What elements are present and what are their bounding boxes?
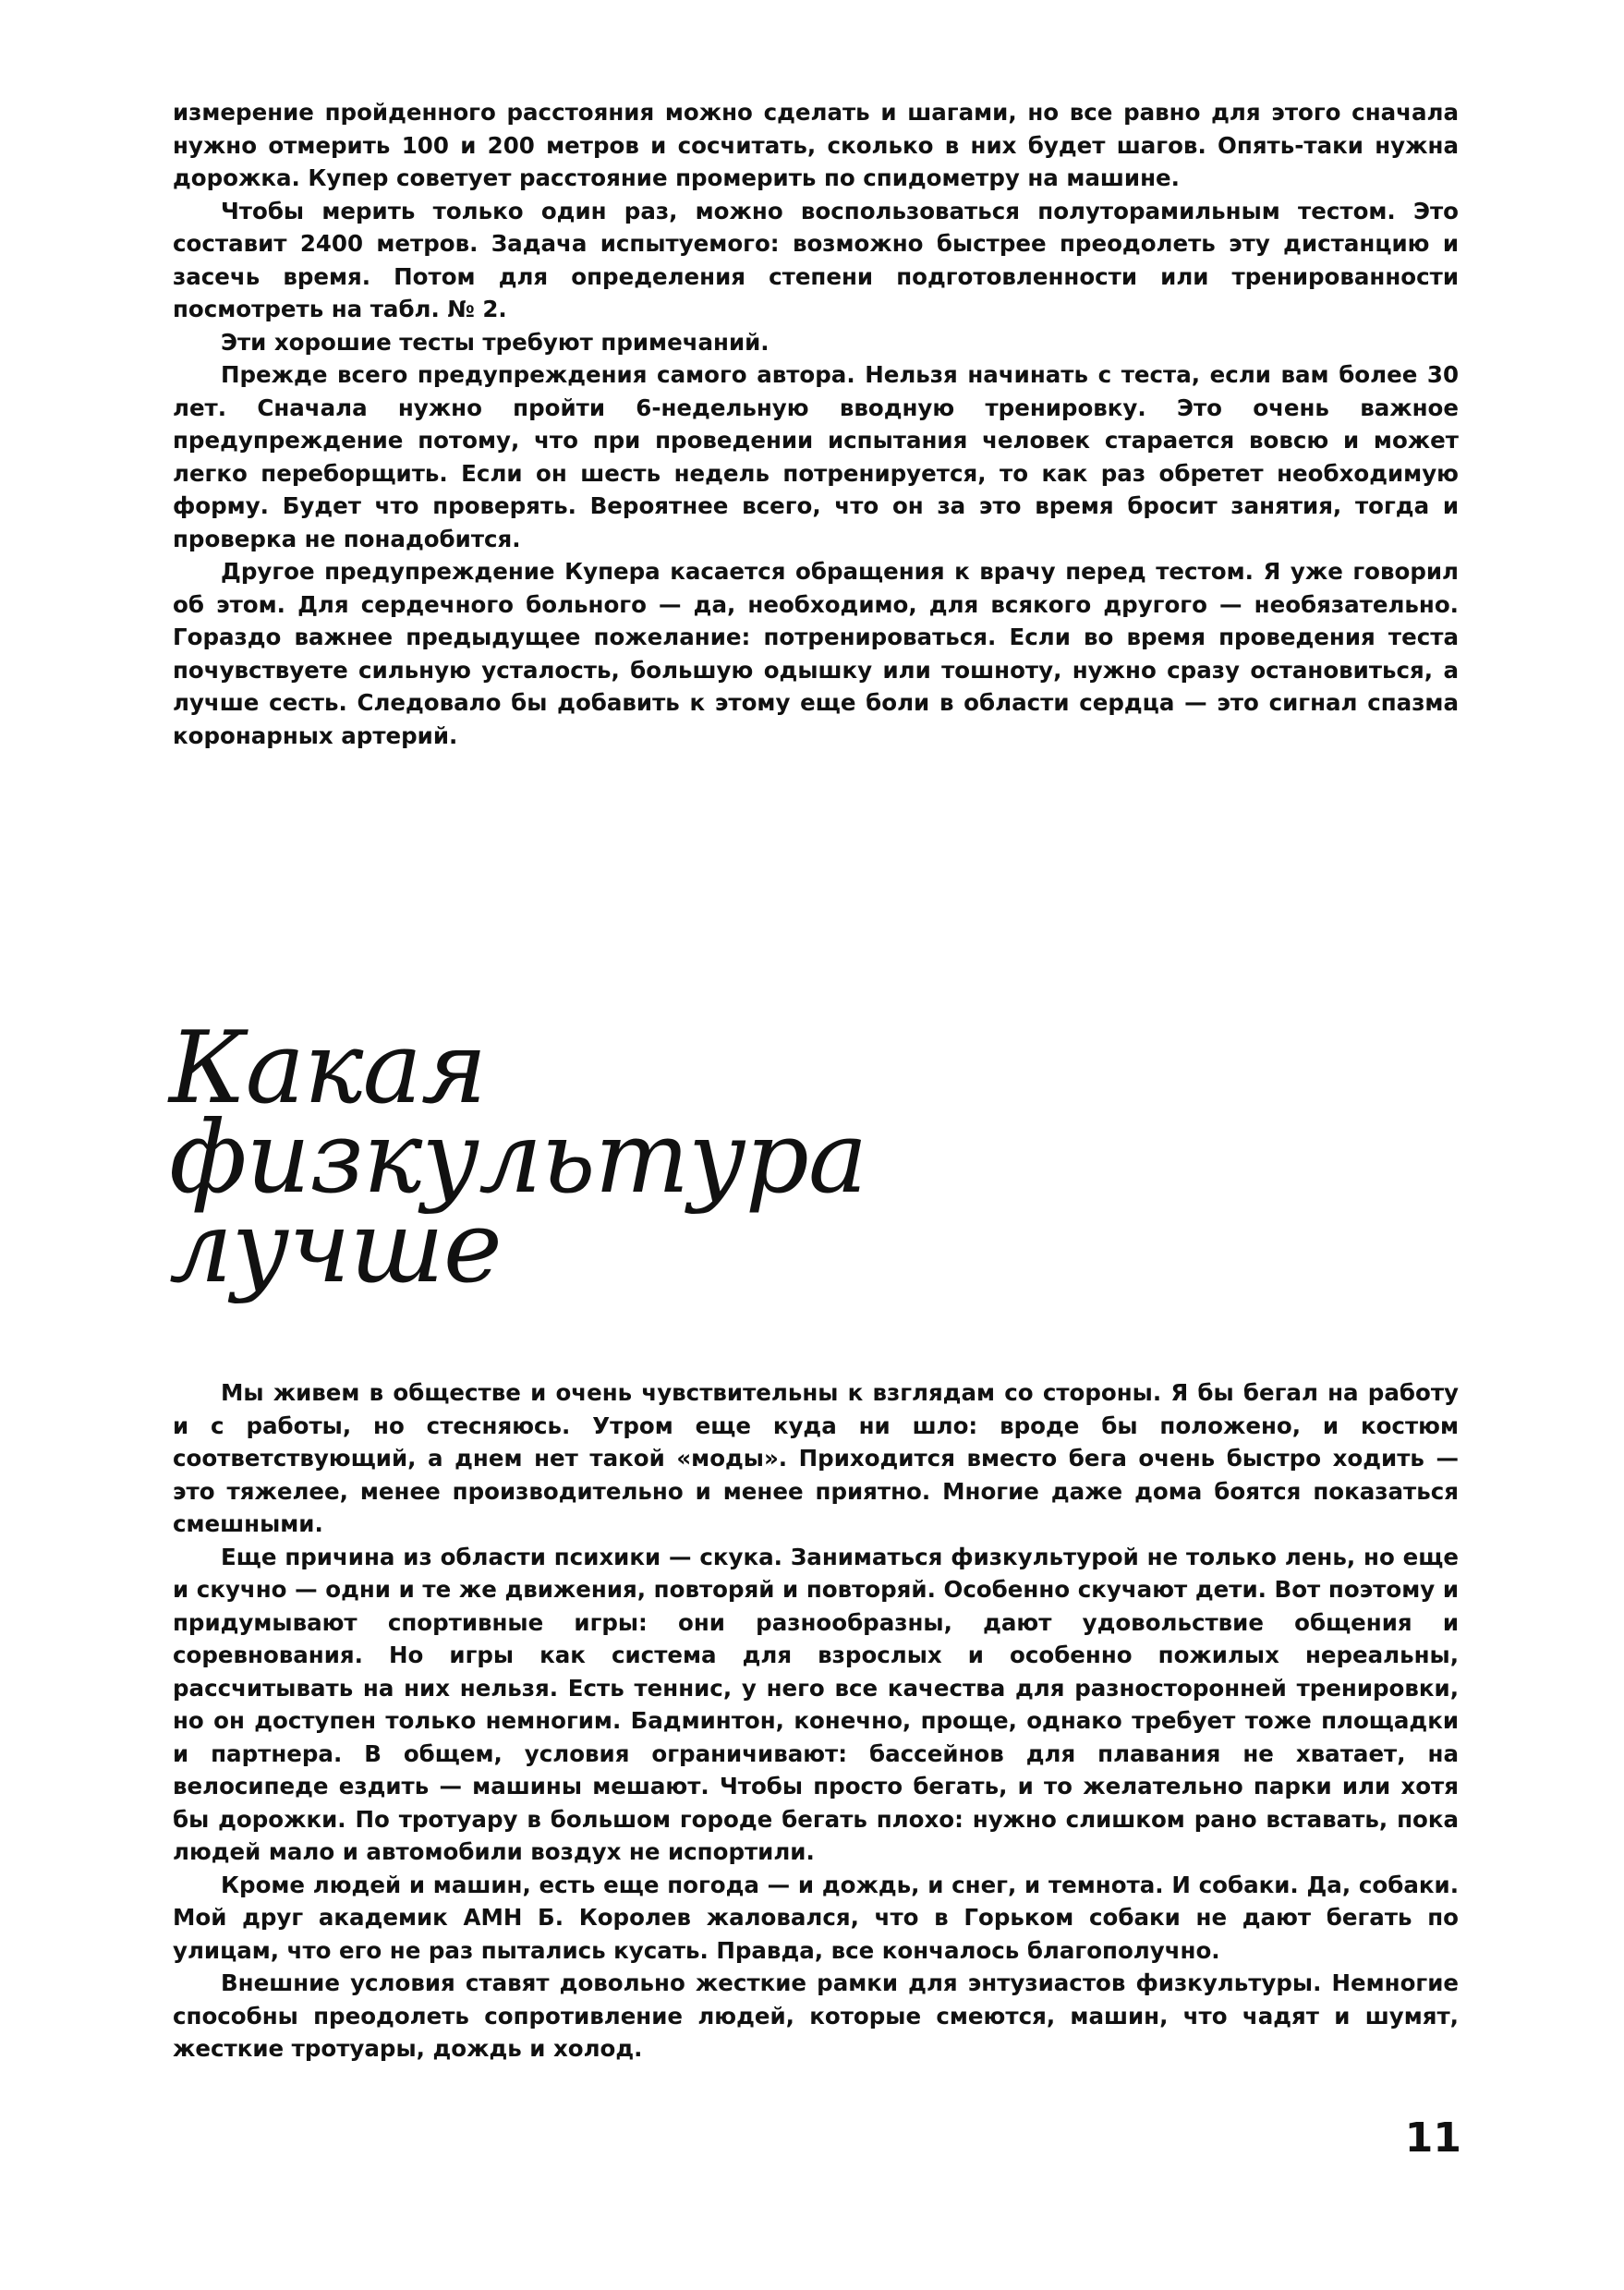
paragraph: Кроме людей и машин, есть еще погода — и дождь, и снег, и темнота. И собаки. Да, собаки. Мой друг академик АМН Б. Королев жаловался, что в Горьком собаки не дают бегать по улицам, что его не раз пытались кусать. Правда, все кончалось благополучно.	[173, 1871, 1459, 1964]
paragraph: Чтобы мерить только один раз, можно воспользоваться полуторамильным тестом. Это составит 2400 метров. Задача испытуемого: возможно быстрее преодолеть эту дистанцию и засечь время. Потом для определения степени подготовленности или тренированности посмотреть на табл. № 2.	[173, 197, 1459, 322]
page-number: 11	[1404, 2114, 1461, 2162]
paragraph: Эти хорошие тесты требуют примечаний.	[221, 328, 770, 356]
paragraph: Еще причина из области психики — скука. Заниматься физкультурой не только лень, но еще и скучно — одни и те же движения, повторяй и повторяй. Особенно скучают дети. Вот поэтому и придумывают спортивные игры: они разнообразны, дают удовольствие общения и соревнования. Но игры как система для взрослых и особенно пожилых нереальны, рассчитывать на них нельзя. Есть теннис, у него все качества для разносторонней тренировки, но он доступен только немногим. Бадминтон, конечно, проще, однако требует тоже площадки и партнера. В общем, условия ограничивают: бассейнов для плавания не хватает, на велосипеде ездить — машины мешают. Чтобы просто бегать, и то желательно парки или хотя бы дорожки. По тротуару в большом городе бегать плохо: нужно слишком рано вставать, пока людей мало и автомобили воздух не испортили.	[173, 1543, 1459, 1865]
paragraph: измерение пройденного расстояния можно сделать и шагами, но все равно для этого сначала нужно отмерить 100 и 200 метров и сосчитать, сколько в них будет шагов. Опять-таки нужна дорожка. Купер советует расстояние промерить по спидометру на машине.	[173, 99, 1459, 191]
heading-line: Какая	[169, 1011, 487, 1126]
paragraph: Другое предупреждение Купера касается обращения к врачу перед тестом. Я уже говорил об этом. Для сердечного больного — да, необходимо, для всякого другого — необязательно. Гораздо важнее предыдущее пожелание: потренироваться. Если во время проведения теста почувствуете сильную усталость, большую одышку или тошноту, нужно сразу остановиться, а лучше сесть. Следовало бы добавить к этому еще боли в области сердца — это сигнал спазма коронарных артерий.	[173, 558, 1459, 749]
paragraph: Прежде всего предупреждения самого автора. Нельзя начинать с теста, если вам более 30 лет. Сначала нужно пройти 6-недельную вводную тренировку. Это очень важное предупреждение потому, что при проведении испытания человек старается вовсю и может легко переборщить. Если он шесть недель потренируется, то как раз обретет необходимую форму. Будет что проверять. Вероятнее всего, что он за это время бросит занятия, тогда и проверка не понадобится.	[173, 361, 1459, 552]
heading-line: лучше	[169, 1190, 502, 1305]
paragraph: Мы живем в обществе и очень чувствительны к взглядам со стороны. Я бы бегал на работу и с работы, но стесняюсь. Утром еще куда ни шло: вроде бы положено, и костюм соответствующий, а днем нет такой «моды». Приходится вместо бега очень быстро ходить — это тяжелее, менее производительно и менее приятно. Многие даже дома боятся показаться смешными.	[173, 1379, 1459, 1537]
chapter-heading	[169, 1011, 1093, 1305]
paragraph: Внешние условия ставят довольно жесткие рамки для энтузиастов физкультуры. Немногие способны преодолеть сопротивление людей, которые смеются, машин, что чадят и шумят, жесткие тротуары, дождь и холод.	[173, 1969, 1459, 2062]
heading-line: физкультура	[169, 1100, 867, 1216]
top-text-block	[173, 96, 1459, 752]
bottom-text-block	[173, 1376, 1459, 2066]
